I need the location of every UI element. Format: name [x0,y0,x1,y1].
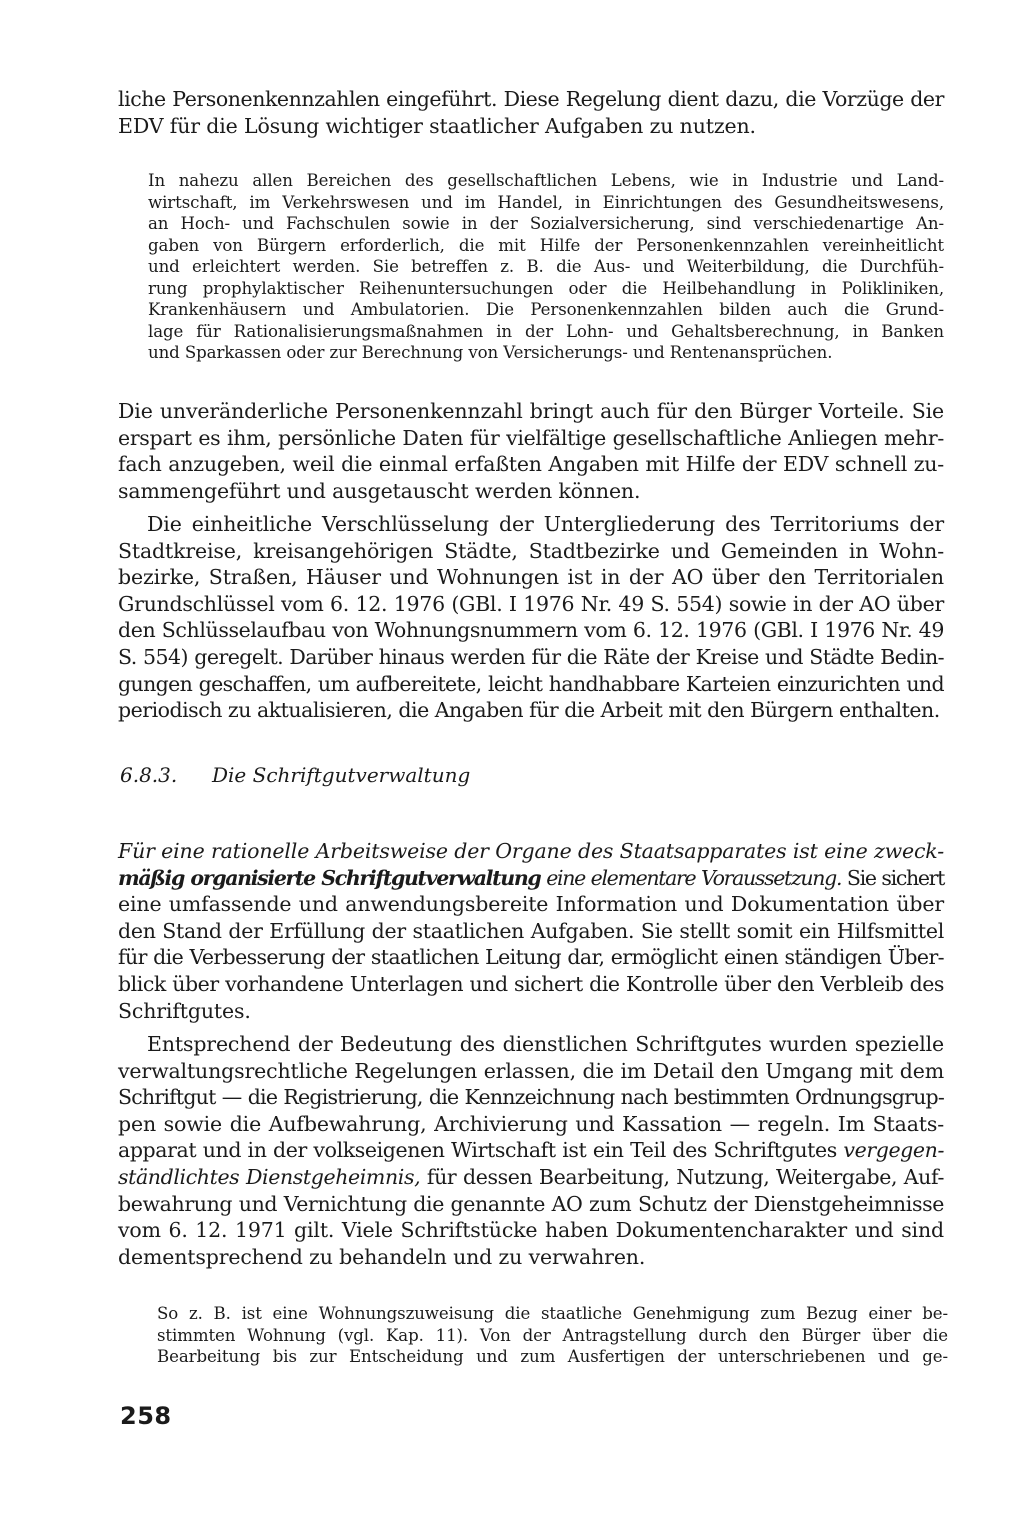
plain-text: apparat und in der volkseigenen Wirtschaft ist ein Teil des Schriftgutes [118,1138,844,1163]
paragraph-continuation [118,86,944,139]
text-line: bewahrung und Vernichtung die genannte AO zum Schutz der Dienstgeheimnisse [118,1191,944,1216]
text-line: wirtschaft, im Verkehrswesen und im Handel, in Einrichtungen des Gesundheitswesens, [148,192,944,212]
text-line: den Schlüsselaufbau von Wohnungsnummern vom 6. 12. 1976 (GBl. I 1976 Nr. 49 [118,618,944,643]
text-line: Stadtkreise, kreisangehörigen Städte, Stadtbezirke und Gemeinden in Wohn- [118,538,944,563]
text-line: und erleichtert werden. Sie betreffen z. B. die Aus- und Weiterbildung, die Durchfüh- [148,257,944,276]
section-heading [120,763,470,787]
bold-italic-text: mäßig organisierte Schriftgutverwaltung [118,865,541,890]
text-line: Bearbeitung bis zur Entscheidung und zum Ausfertigen der unterschriebenen und ge- [157,1347,948,1366]
text-line: eine umfassende und anwendungsbereite Information und Dokumentation über [118,892,944,917]
text-line: gungen geschaffen, um aufbereitete, leicht handhabbare Karteien einzurichten und [118,671,944,696]
text-line: bezirke, Straßen, Häuser und Wohnungen ist in der AO über den Territorialen [118,565,944,590]
plain-text: für dessen Bearbeitung, Nutzung, Weitergabe, Auf- [420,1164,944,1189]
text-line: pen sowie die Aufbewahrung, Archivierung und Kassation — regeln. Im Staats- [118,1111,944,1136]
text-line: liche Personenkennzahlen eingeführt. Diese Regelung dient dazu, die Vorzüge der [118,87,944,111]
text-line [118,865,944,892]
text-line: gaben von Bürgern erforderlich, die mit Hilfe der Personenkennzahlen vereinheitlicht [148,235,944,255]
text-line [118,1137,944,1164]
text-line: periodisch zu aktualisieren, die Angaben für die Arbeit mit den Bürgern enthalten. [118,698,940,723]
text-line: und Sparkassen oder zur Berechnung von Versicherungs- und Rentenansprüchen. [148,343,833,362]
text-line: Grundschlüssel vom 6. 12. 1976 (GBl. I 1976 Nr. 49 S. 554) sowie in der AO über [118,591,944,616]
italic-text: ständlichtes Dienstgeheimnis, [118,1164,421,1189]
paragraph-territorium [118,511,944,724]
text-line: Krankenhäusern und Ambulatorien. Die Personenkennzahlen bilden auch die Grund- [148,300,944,319]
text-line: Entsprechend der Bedeutung des dienstlichen Schriftgutes wurden spezielle [147,1032,944,1056]
text-line: blick über vorhandene Unterlagen und sichert die Kontrolle über den Verbleib des [118,971,944,996]
plain-text: Sie sichert [841,865,944,890]
text-line: Die einheitliche Verschlüsselung der Untergliederung des Territoriums der [147,512,944,536]
page-number: 258 [120,1402,172,1430]
text-line [118,1164,944,1191]
small-print-block [157,1303,948,1368]
text-line: für die Verbesserung der staatlichen Leitung dar, ermöglicht einen ständigen Über- [118,945,944,970]
text-line: lage für Rationalisierungsmaßnahmen in der Lohn- und Gehaltsberechnung, in Banken [148,321,944,341]
paragraph-schriftgutverwaltung [118,838,944,1024]
text-line: dementsprechend zu behandeln und zu verwahren. [118,1244,646,1269]
italic-text: Für eine rationelle Arbeitsweise der Organe des Staatsapparates ist eine zweck- [118,839,944,863]
italic-text: eine elementare Voraussetzung. [540,865,842,890]
italic-text: vergegen- [843,1138,944,1163]
text-line: fach anzugeben, weil die einmal erfaßten Angaben mit Hilfe der EDV schnell zu- [118,452,944,477]
text-line [118,838,944,865]
section-number: 6.8.3. [120,763,178,787]
text-line: Die unveränderliche Personenkennzahl bringt auch für den Bürger Vorteile. Sie [118,399,944,423]
text-line: In nahezu allen Bereichen des gesellschaftlichen Lebens, wie in Industrie und Land- [148,171,944,190]
text-line: So z. B. ist eine Wohnungszuweisung die staatliche Genehmigung zum Bezug einer be- [157,1304,948,1323]
text-line: an Hoch- und Fachschulen sowie in der Sozialversicherung, sind verschiedenartige An- [148,214,944,233]
text-line: erspart es ihm, persönliche Daten für vielfältige gesellschaftliche Anliegen mehr- [118,425,944,450]
paragraph-schriftgut-regelungen [118,1031,944,1270]
text-line: den Stand der Erfüllung der staatlichen Aufgaben. Sie stellt somit ein Hilfsmittel [118,918,944,943]
paragraph-personenkennzahl [118,398,944,504]
text-line: Schriftgut — die Registrierung, die Kennzeichnung nach bestimmten Ordnungsgrup- [118,1085,944,1110]
text-line: vom 6. 12. 1971 gilt. Viele Schriftstücke haben Dokumentencharakter und sind [118,1218,944,1243]
text-line: rung prophylaktischer Reihenuntersuchungen oder die Heilbehandlung in Polikliniken, [148,278,944,298]
text-line: sammengeführt und ausgetauscht werden können. [118,478,641,503]
text-line: S. 554) geregelt. Darüber hinaus werden für die Räte der Kreise und Städte Bedin- [118,644,944,669]
text-line: Schriftgutes. [118,998,251,1023]
section-title: Die Schriftgutverwaltung [212,763,471,787]
text-line: EDV für die Lösung wichtiger staatlicher Aufgaben zu nutzen. [118,113,756,138]
small-print-block [148,170,944,364]
text-line: stimmten Wohnung (vgl. Kap. 11). Von der Antragstellung durch den Bürger über die [157,1325,948,1345]
text-line: verwaltungsrechtliche Regelungen erlassen, die im Detail den Umgang mit dem [118,1058,944,1083]
